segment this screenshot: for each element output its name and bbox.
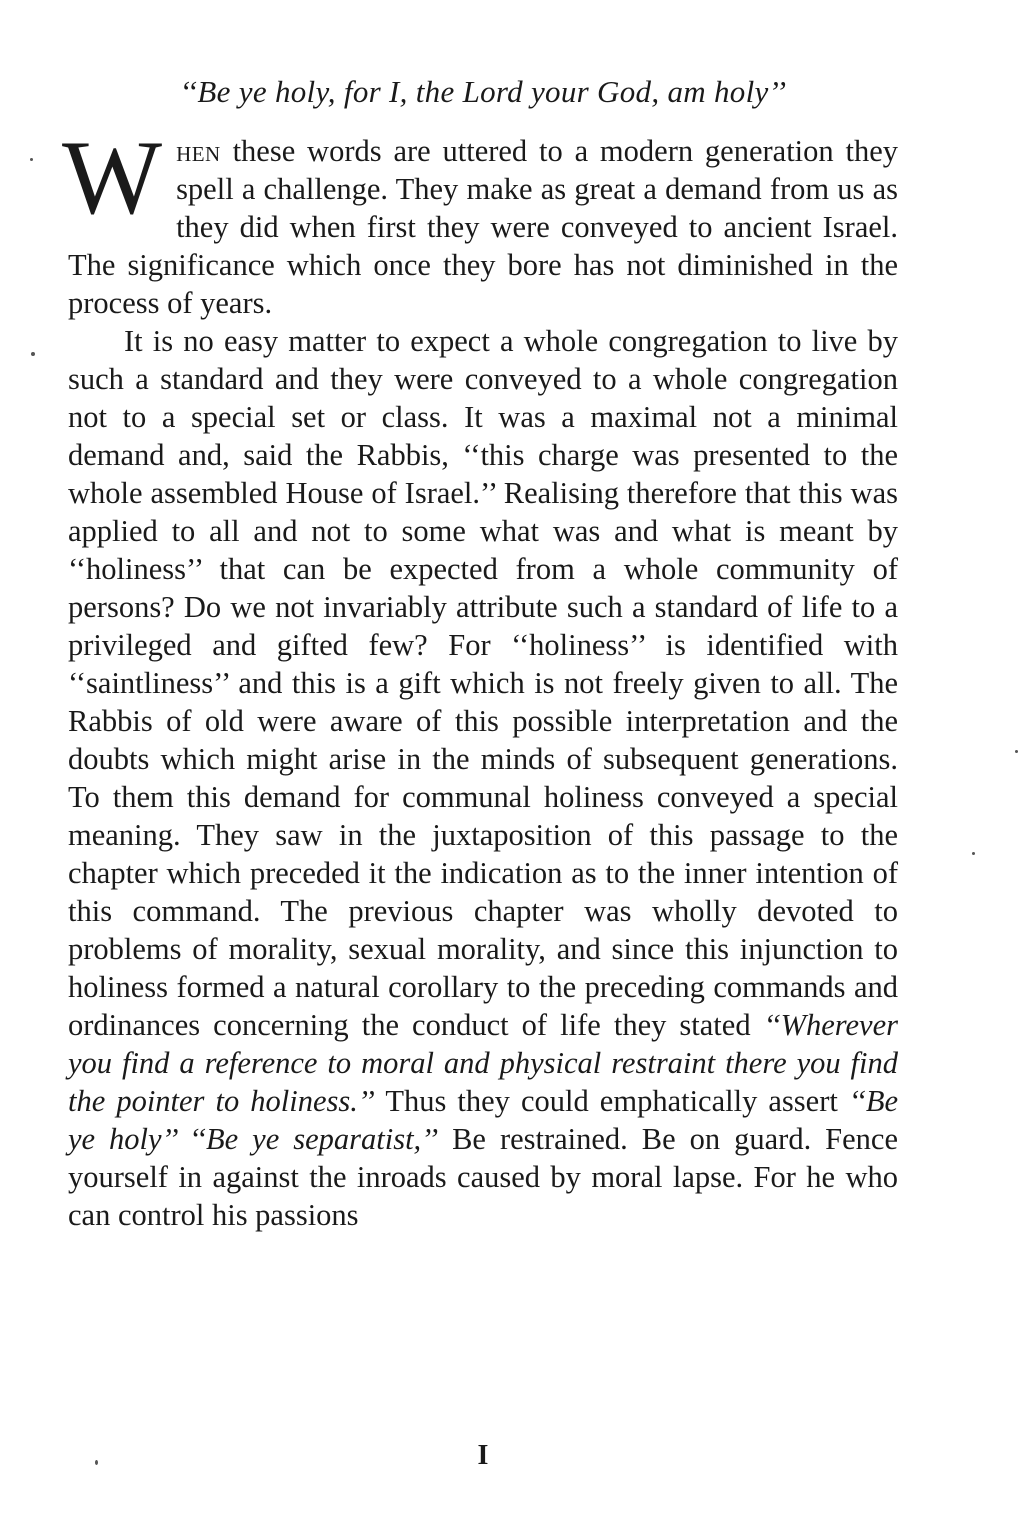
scan-speck — [95, 1460, 98, 1465]
chapter-heading: ‘‘Be ye holy, for I, the Lord your God, am holy’’ — [179, 74, 787, 109]
scan-speck — [30, 158, 33, 161]
paragraph-2 — [68, 322, 898, 1234]
small-caps-opening: hen — [176, 134, 221, 168]
scan-speck — [31, 352, 35, 356]
drop-cap: W — [62, 119, 163, 236]
paragraph-1-text: these words are uttered to a modern generation they spell a challenge. They make as great a demand from us as they did when first they were conveyed to ancient Israel. The significance which once they bore has not diminished in the process of years. — [68, 134, 898, 320]
scan-speck — [972, 852, 975, 855]
paragraph-1 — [62, 119, 898, 322]
rabbinic-quote: ‘‘Wherever you find a reference to moral and physical restraint there you find the pointer to holiness.’’ — [68, 1008, 898, 1118]
book-page — [62, 0, 899, 1524]
paragraph-2-text-mid: Thus they could emphatically assert — [374, 1084, 849, 1118]
be-ye-holy-quote: ‘‘Be ye holy’’ ‘‘Be ye separatist,’’ — [68, 1084, 899, 1156]
page-number: I — [477, 1440, 489, 1471]
paragraph-2-text: It is no easy matter to expect a whole congregation to live by such a standard and they were conveyed to a whole congregation not to a special set or class. It was a maximal not a minimal demand and, said the Rabbis, ‘‘this charge was presented to the whole assembled House of Israel.’’ Realising therefore that this was applied to all and not to some what was and what is meant by ‘‘holiness’’ that can be expected from a whole community of persons? Do we not invariably attribute such a standard of life to a privileged and gifted few? For ‘‘holiness’’ is identified with ‘‘saintliness’’ and this is a gift which is not freely given to all. The Rabbis of old were aware of this possible interpretation and the doubts which might arise in the minds of subsequent generations. To them this demand for communal holiness conveyed a special meaning. They saw in the juxtaposition of this passage to the chapter which preceded it the indication as to the inner intention of this command. The previous chapter was wholly devoted to problems of morality, sexual morality, and since this injunction to holiness formed a natural corollary to the preceding commands and ordinances concerning the conduct of life they stated — [68, 324, 898, 1042]
paragraph-2-text-end: Be restrained. Be on guard. Fence yourself in against the inroads caused by moral lapse. For he who can control his passions — [68, 1122, 898, 1232]
scan-speck — [1015, 750, 1018, 753]
body-text — [62, 119, 899, 1234]
